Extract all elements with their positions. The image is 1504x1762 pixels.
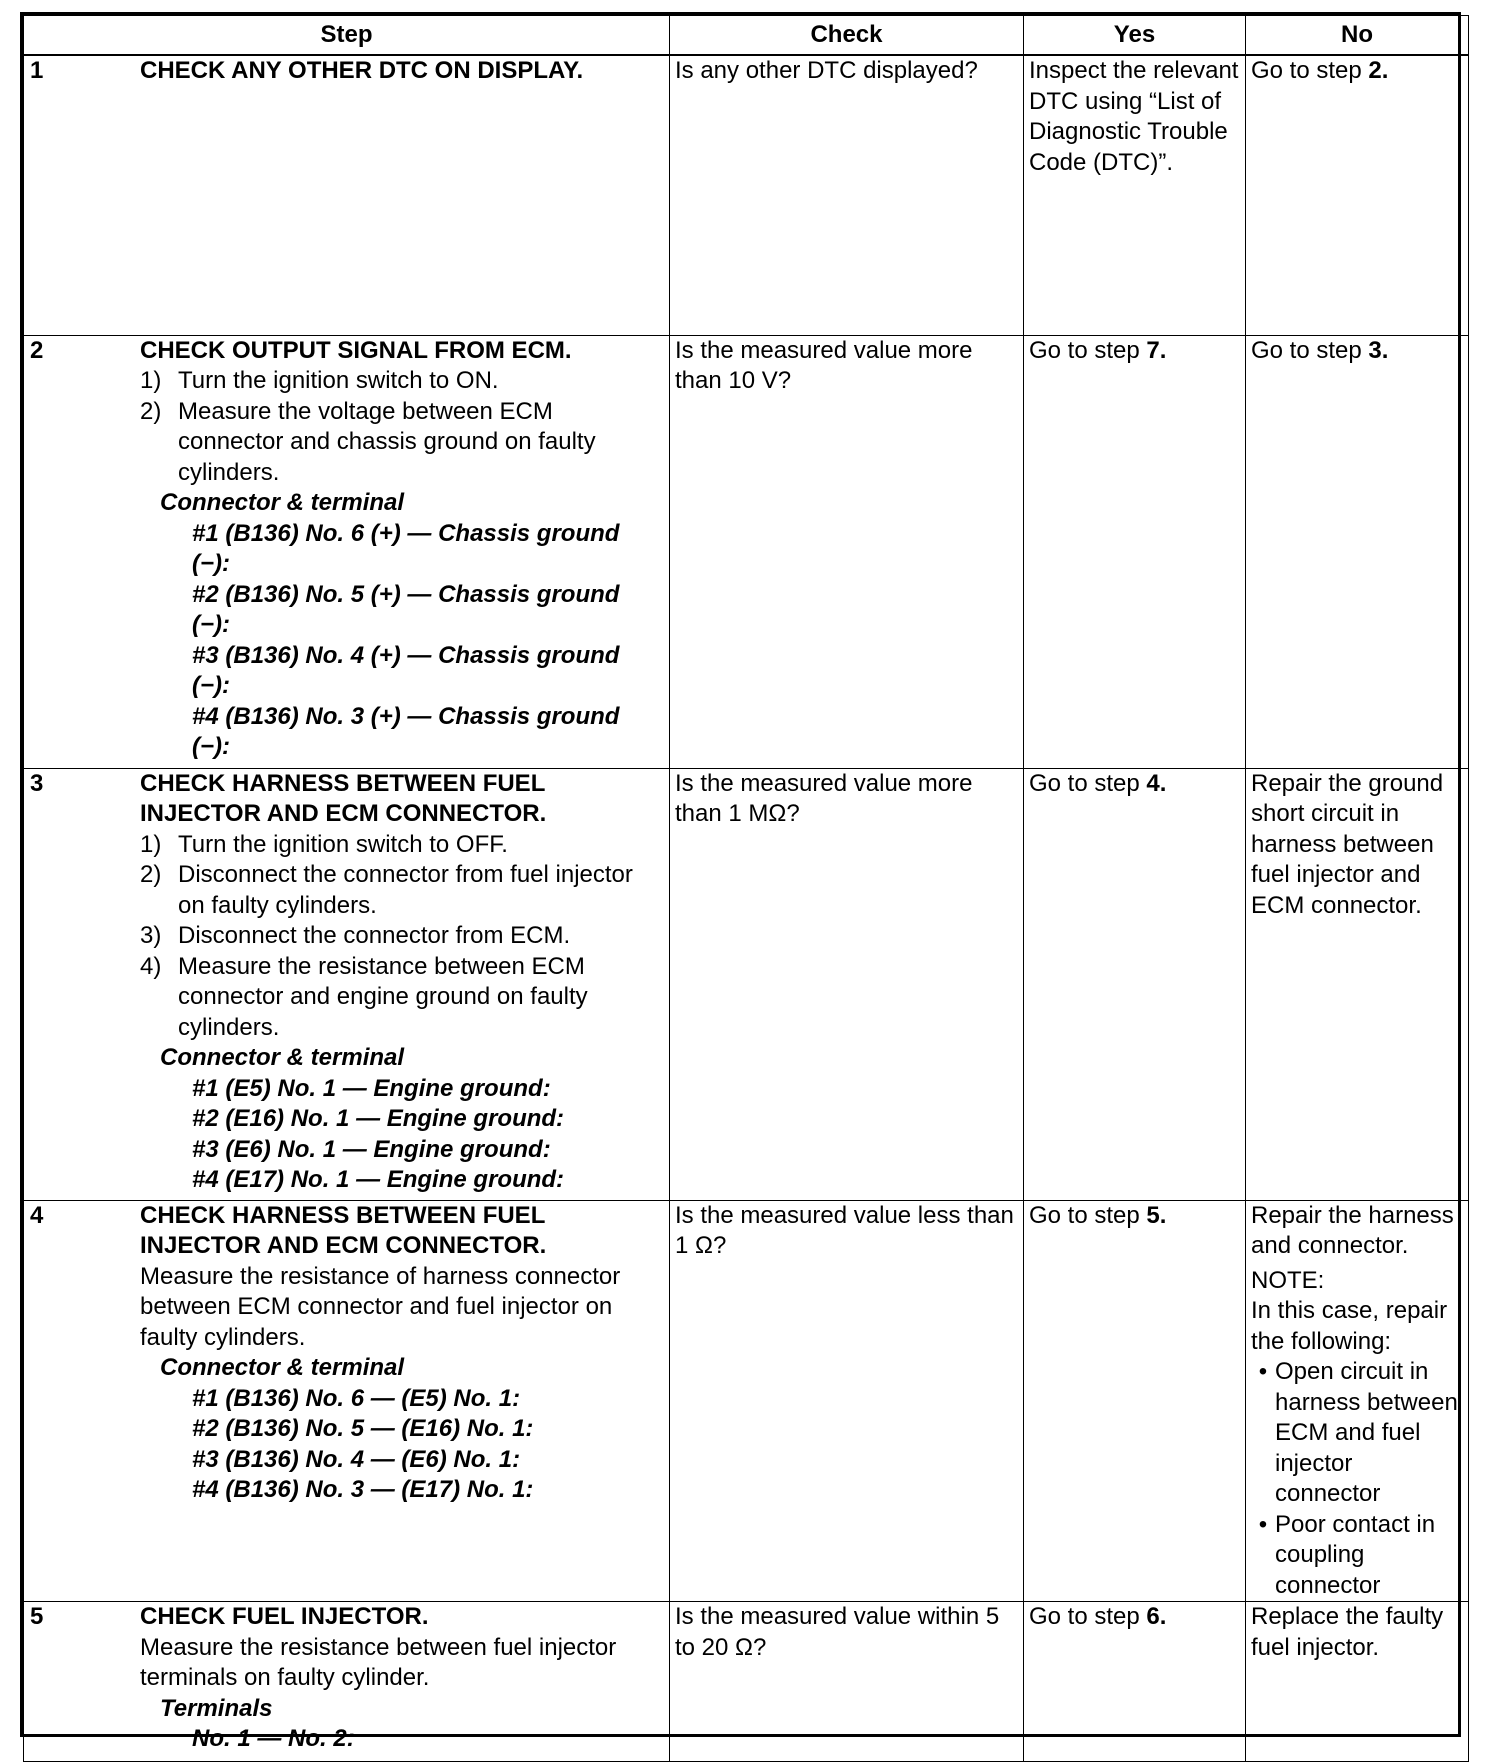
- connector-terminal-line: #2 (B136) No. 5 — (E16) No. 1:: [192, 1415, 534, 1442]
- step-cell: [24, 55, 670, 335]
- step-title: CHECK HARNESS BETWEEN FUEL INJECTOR AND ECM CONNECTOR.: [140, 769, 547, 827]
- connector-terminal-line: #2 (B136) No. 5 (+) — Chassis ground (−):: [192, 580, 620, 638]
- no-step-ref: 3.: [1368, 336, 1389, 364]
- no-cell: Replace the faulty fuel injector.: [1246, 1602, 1469, 1762]
- no-cell: Go to step 3.: [1246, 335, 1469, 768]
- check-cell: Is any other DTC displayed?: [670, 55, 1024, 335]
- step-cell: [24, 335, 670, 768]
- step-number: 2: [30, 336, 44, 364]
- yes-cell: Inspect the relevant DTC using “List of Diagnostic Trouble Code (DTC)”.: [1024, 55, 1246, 335]
- step-description: Measure the resistance between fuel injector terminals on faulty cylinder.: [140, 1633, 617, 1691]
- check-cell: Is the measured value more than 1 MΩ?: [670, 768, 1024, 1200]
- connector-terminal-line: #4 (B136) No. 3 — (E17) No. 1:: [192, 1476, 534, 1503]
- table-row: [24, 55, 1469, 335]
- connector-terminal-heading: Connector & terminal: [160, 1044, 405, 1071]
- bullet-icon: •: [1258, 1358, 1268, 1385]
- no-cell: [1246, 55, 1469, 335]
- step-number: 4: [30, 1201, 44, 1229]
- procedure-item: 4) Measure the resistance between ECM connector and engine ground on faulty cylinders.: [140, 952, 588, 1041]
- step-cell: [24, 1200, 670, 1602]
- check-cell: Is the measured value less than 1 Ω?: [670, 1200, 1024, 1602]
- no-cell: Repair the ground short circuit in harness between fuel injector and ECM connector.: [1246, 768, 1469, 1200]
- table-row: [24, 768, 1469, 1200]
- yes-step-ref: 7.: [1146, 336, 1167, 364]
- table-row: [24, 1602, 1469, 1762]
- no-main-text: Repair the harness and connector.: [1251, 1201, 1454, 1259]
- step-number: 5: [30, 1603, 44, 1630]
- no-cell: [1246, 1200, 1469, 1602]
- terminals-heading: Terminals: [160, 1694, 273, 1722]
- terminal-line: No. 1 — No. 2:: [192, 1725, 355, 1752]
- yes-cell: Go to step 4.: [1024, 768, 1246, 1200]
- yes-cell: Go to step 5.: [1024, 1200, 1246, 1602]
- connector-terminal-line: #2 (E16) No. 1 — Engine ground:: [192, 1105, 565, 1132]
- connector-terminal-line: #3 (B136) No. 4 (+) — Chassis ground (−):: [192, 641, 620, 699]
- note-text: In this case, repair the following:: [1251, 1297, 1448, 1355]
- connector-terminal-line: #1 (B136) No. 6 — (E5) No. 1:: [192, 1384, 521, 1412]
- note-bullet: • Poor contact in coupling connector: [1251, 1510, 1463, 1602]
- step-number: 3: [30, 769, 44, 797]
- step-cell: [24, 768, 670, 1200]
- connector-terminal-heading: Connector & terminal: [160, 1354, 405, 1381]
- procedure-item: 1) Turn the ignition switch to OFF.: [140, 830, 508, 858]
- yes-step-ref: 4.: [1146, 769, 1167, 797]
- step-number: 1: [30, 57, 44, 84]
- yes-step-ref: 6.: [1146, 1603, 1167, 1630]
- procedure-item: 2) Measure the voltage between ECM connector and chassis ground on faulty cylinders.: [140, 397, 596, 486]
- header-row: [24, 16, 1469, 56]
- diagnostic-table: [20, 12, 1461, 1752]
- connector-terminal-line: #3 (E6) No. 1 — Engine ground:: [192, 1135, 551, 1163]
- note-bullet: • Open circuit in harness between ECM and fuel injector connector: [1251, 1357, 1463, 1510]
- table-row: [24, 335, 1469, 768]
- connector-terminal-heading: Connector & terminal: [160, 489, 405, 516]
- bullet-icon: •: [1258, 1510, 1268, 1538]
- connector-terminal-line: #3 (B136) No. 4 — (E6) No. 1:: [192, 1445, 521, 1473]
- procedure-item: 2) Disconnect the connector from fuel injector on faulty cylinders.: [140, 861, 633, 919]
- header-step: Step: [24, 16, 670, 56]
- no-text: Go to step: [1251, 57, 1369, 84]
- yes-cell: Go to step 7.: [1024, 335, 1246, 768]
- yes-cell: Go to step 6.: [1024, 1602, 1246, 1762]
- step-cell: [24, 1602, 670, 1762]
- connector-terminal-line: #4 (B136) No. 3 (+) — Chassis ground (−):: [192, 702, 620, 760]
- table-row: [24, 1200, 1469, 1602]
- header-no: No: [1246, 16, 1469, 56]
- no-step-ref: 2.: [1368, 57, 1389, 84]
- connector-terminal-line: #4 (E17) No. 1 — Engine ground:: [192, 1166, 565, 1193]
- step-title: CHECK OUTPUT SIGNAL FROM ECM.: [140, 336, 572, 364]
- header-yes: Yes: [1024, 16, 1246, 56]
- yes-step-ref: 5.: [1146, 1201, 1167, 1229]
- check-cell: Is the measured value more than 10 V?: [670, 335, 1024, 768]
- connector-terminal-line: #1 (E5) No. 1 — Engine ground:: [192, 1074, 551, 1102]
- connector-terminal-line: #1 (B136) No. 6 (+) — Chassis ground (−):: [192, 519, 620, 577]
- step-title: CHECK FUEL INJECTOR.: [140, 1603, 429, 1630]
- step-description: Measure the resistance of harness connector between ECM connector and fuel injector on faulty cylinders.: [140, 1262, 621, 1351]
- note-label: NOTE:: [1251, 1266, 1325, 1294]
- check-cell: Is the measured value within 5 to 20 Ω?: [670, 1602, 1024, 1762]
- procedure-item: 3) Disconnect the connector from ECM.: [140, 922, 571, 949]
- header-check: Check: [670, 16, 1024, 56]
- step-title: CHECK HARNESS BETWEEN FUEL INJECTOR AND ECM CONNECTOR.: [140, 1201, 547, 1259]
- procedure-item: 1) Turn the ignition switch to ON.: [140, 367, 499, 394]
- step-title: CHECK ANY OTHER DTC ON DISPLAY.: [140, 57, 584, 84]
